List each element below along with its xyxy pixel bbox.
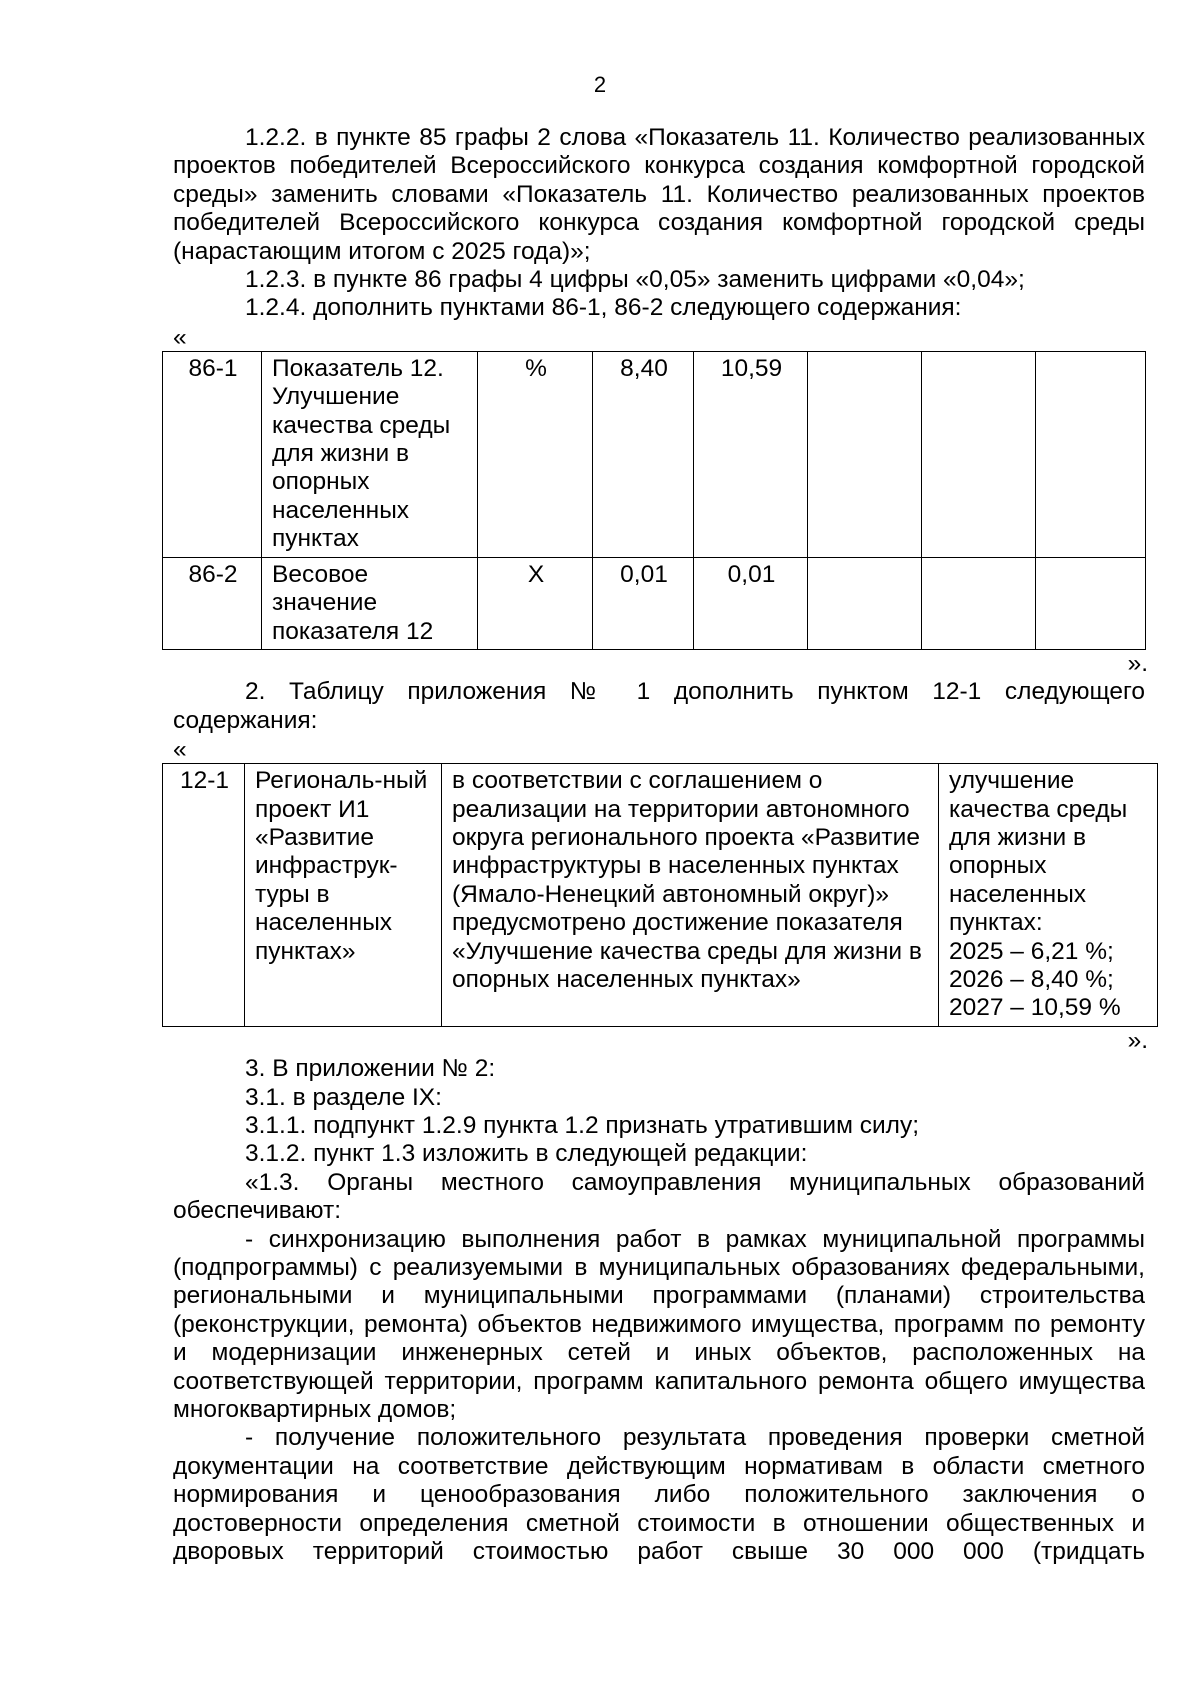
paragraph-1-2-4: 1.2.4. дополнить пунктами 86-1, 86-2 следующего содержания: xyxy=(245,294,962,322)
expected-result xyxy=(939,764,1158,1027)
paragraph-1-2-3: 1.2.3. в пункте 86 графы 4 цифры «0,05» заменить цифрами «0,04»; xyxy=(245,266,1025,294)
paragraph-1-3: «1.3. Органы местного самоуправления муниципальных образований обеспечивают: xyxy=(173,1168,1145,1225)
unit-cell: % xyxy=(478,351,593,557)
row-number: 86-1 xyxy=(163,351,262,557)
basis-text: в соответствии с соглашением о реализации на территории автономного округа регионального проекта «Развитие инфраструктуры в населенных пунктах (Ямало-Ненецкий автономный округ)» предусмотрено достижение показателя «Улучшение качества среды для жизни в опорных населенных пунктах» xyxy=(442,764,939,1027)
closing-quote: ». xyxy=(1127,649,1148,677)
empty-cell xyxy=(808,351,922,557)
row-number: 12-1 xyxy=(163,764,245,1027)
closing-quote: ». xyxy=(1127,1026,1148,1054)
empty-cell xyxy=(922,557,1036,649)
page-number: 2 xyxy=(593,72,607,97)
table-row xyxy=(163,764,1158,1027)
paragraph-1-2-2: 1.2.2. в пункте 85 графы 2 слова «Показатель 11. Количество реализованных проектов победителей Всероссийского конкурса создания комфортной городской среды» заменить словами «Показатель 11. Количество реализованных проектов победителей Всероссийского конкурса создания комфортной городской среды (нарастающим итогом с 2025 года)»; xyxy=(173,124,1145,265)
result-value-2026: 2026 – 8,40 %; xyxy=(949,965,1114,993)
table-row xyxy=(163,351,1146,557)
indicator-name: Весовое значение показателя 12 xyxy=(262,557,478,649)
value-cell: 0,01 xyxy=(593,557,694,649)
table-12-1 xyxy=(162,763,1158,1027)
opening-quote: « xyxy=(173,323,187,351)
empty-cell xyxy=(1036,557,1146,649)
empty-cell xyxy=(1036,351,1146,557)
paragraph-bullet-2: - получение положительного результата проведения проверки сметной документации на соответствие действующим нормативам в области сметного нормирования и ценообразования либо положительного заключения о достоверности определения сметной стоимости в отношении общественных и дворовых территорий стоимостью работ свыше 30 000 000 (тридцать xyxy=(173,1424,1145,1566)
value-cell: 8,40 xyxy=(593,351,694,557)
paragraph-3: 3. В приложении № 2: xyxy=(245,1055,496,1083)
paragraph-3-1: 3.1. в разделе IX: xyxy=(245,1083,442,1111)
unit-cell: Х xyxy=(478,557,593,649)
table-86 xyxy=(162,351,1146,650)
empty-cell xyxy=(922,351,1036,557)
table-row xyxy=(163,557,1146,649)
empty-cell xyxy=(808,557,922,649)
result-value-2025: 2025 – 6,21 %; xyxy=(949,937,1114,965)
result-intro: улучшение качества среды для жизни в опорных населенных пунктах: xyxy=(949,767,1128,937)
paragraph-2: 2. Таблицу приложения № 1 дополнить пунктом 12-1 следующего содержания: xyxy=(173,678,1145,734)
paragraph-bullet-1: - синхронизацию выполнения работ в рамках муниципальной программы (подпрограммы) с реализуемыми в муниципальных образованиях федеральными, региональными и муниципальными программами (планами) строительства (реконструкции, ремонта) объектов недвижимого имущества, программ по ремонту и модернизации инженерных сетей и иных объектов, расположенных на соответствующей территории, программ капитального ремонта общего имущества многоквартирных домов; xyxy=(173,1225,1145,1424)
row-number: 86-2 xyxy=(163,557,262,649)
project-name: Региональ-ный проект И1 «Развитие инфраструк-туры в населенных пунктах» xyxy=(245,764,442,1027)
opening-quote: « xyxy=(173,736,187,764)
document-body xyxy=(173,124,1148,1567)
indicator-name: Показатель 12. Улучшение качества среды для жизни в опорных населенных пунктах xyxy=(262,351,478,557)
value-cell: 0,01 xyxy=(694,557,808,649)
paragraph-3-1-1: 3.1.1. подпункт 1.2.9 пункта 1.2 признать утратившим силу; xyxy=(245,1112,920,1139)
paragraph-3-1-2: 3.1.2. пункт 1.3 изложить в следующей редакции: xyxy=(245,1140,808,1168)
value-cell: 10,59 xyxy=(694,351,808,557)
result-value-2027: 2027 – 10,59 % xyxy=(949,994,1121,1022)
